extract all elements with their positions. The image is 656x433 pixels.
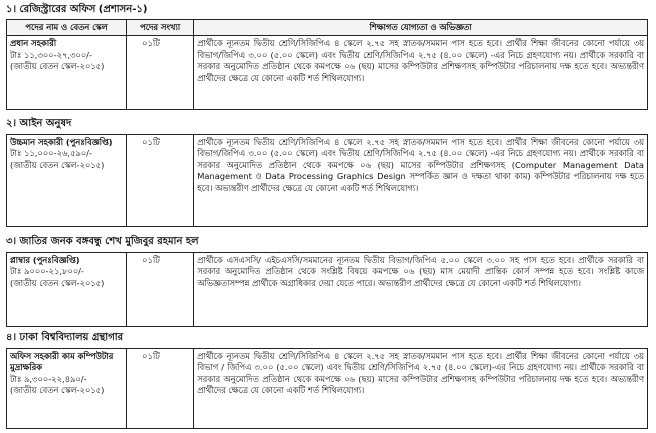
post-name: প্রধান সহকারী [10,38,57,49]
table-header-row [7,20,648,36]
table-row [7,253,648,327]
post-scale: (জাতীয় বেতন স্কেল-২০১৫) [10,61,105,72]
post-scale: (জাতীয় বেতন স্কেল-২০১৫) [10,277,105,288]
count-cell [127,253,194,327]
requirements-cell: প্রার্থীকে এসএসসি/ এইচএসসি/সমমানের ন্যূনতম দ্বিতীয় বিভাগ/জিপিএ ৫.০০ স্কেলে ৩.০০ সহ পাস হতে হবে। প্রার্থীকে সরকারি বা সরকার অনুমোদিত প্রতিষ্ঠান থেকে সংশ্লিষ্ট বিষয়ে কমপক্ষে ০৬ (ছয়) মাস মেয়াদী প্রান্তিক কোর্স সম্পন্ন হতে হবে। সংশ্লিষ্ট কাজে অভিজ্ঞতাসম্পন্ন প্রার্থীকে অগ্রাধিকার দেয়া যেতে পারে। অভ্যন্তরীণ প্রার্থীদের ক্ষেত্রে যে কোনো একটি শর্ত শিথিলযোগ্য। [194,253,648,327]
count-cell [127,349,194,429]
requirements-cell: প্রার্থীকে ন্যূনতম দ্বিতীয় শ্রেণি/সিজিপিএ ৪ স্কেলে ২.৭৫ সহ স্নাতক/সমমান পাস হতে হবে। প্রার্থীর শিক্ষা জীবনের কোনো পর্যায়ে ৩য় বিভাগ / জিপিএ ৩.০০ (৫.০০ স্কেলে) এবং দ্বিতীয় শ্রেণি/সিজিপিএ ২.৭৫ (৪.০০ স্কেলে)-এর নিচে গ্রহণযোগ্য নয়। প্রার্থীকে সরকারি বা সরকার অনুমোদিত প্রতিষ্ঠান থেকে কমপক্ষে ০৬ (ছয়) মাসের কম্পিউটার প্রশিক্ষণসহ কম্পিউটার পরিচালনায় দক্ষ হতে হবে। অভ্যন্তরীণ প্রার্থীদের ক্ষেত্রে যে কোনো একটি শর্ত শিথিলযোগ্য। [194,349,648,429]
header-qualification: শিক্ষাগত যোগ্যতা ও অভিজ্ঞতা [194,20,648,36]
section-title-law-faculty: ২। আইন অনুষদ [6,118,72,129]
count-cell [127,36,194,110]
section-title-bangabandhu-hall: ৩। জাতির জনক বঙ্গবন্ধু শেখ মুজিবুর রহমান হল [6,236,199,247]
count-cell [127,135,194,227]
table-row [7,36,648,110]
requirements-cell: প্রার্থীকে ন্যূনতম দ্বিতীয় শ্রেণি/সিজিপিএ ৪ স্কেলে ২.৭৫ সহ স্নাতক/সমমান পাস হতে হবে। প্রার্থীর শিক্ষা জীবনের কোনো পর্যায়ে ৩য় বিভাগ/জিপিএ ৩.০০ (৫.০০ স্কেলে) এবং দ্বিতীয় শ্রেণি/সিজিপিএ ২.৭৫ (৪.০০ স্কেলে) -এর নিচে গ্রহণযোগ্য নয়। প্রার্থীকে সরকারি বা সরকার অনুমোদিত প্রতিষ্ঠান থেকে কমপক্ষে ০৬ (ছয়) মাসের কম্পিউটার প্রশিক্ষণসহ (Computer Management Data Management ও Data Processing Graphics Design সম্পর্কিত জ্ঞান ও দক্ষতা থাকা কাম) কম্পিউটার পরিচালনায় দক্ষ হতে হবে। অভ্যন্তরীণ প্রার্থীদের ক্ষেত্রে যে কোনো একটি শর্ত শিথিলযোগ্য। [194,135,648,227]
requirements-cell: প্রার্থীকে ন্যূনতম দ্বিতীয় শ্রেণি/সিজিপিএ ৪ স্কেলে ২.৭৫ সহ স্নাতক/সমমান পাস হতে হবে। প্রার্থীর শিক্ষা জীবনের কোনো পর্যায়ে ৩য় বিভাগ/জিপিএ ৩.০০ (৫.০০ স্কেলে) এবং দ্বিতীয় শ্রেণি/সিজিপিএ ২.৭৫ (৪.০০ স্কেলে) -এর নিচে গ্রহণযোগ্য নয়। প্রার্থীকে সরকারি বা সরকার অনুমোদিত প্রতিষ্ঠান থেকে কমপক্ষে ০৬ (ছয়) মাসের কম্পিউটার প্রশিক্ষণসহ কম্পিউটার পরিচালনায় দক্ষ হতে হবে। অভ্যন্তরীণ প্রার্থীদের ক্ষেত্রে যে কোনো একটি শর্ত শিথিলযোগ্য। [194,36,648,110]
post-count: ০১টি [142,351,160,361]
post-name: উচ্চমান সহকারী (পুনঃবিজ্ঞপ্তি) [10,137,113,147]
post-scale: (জাতীয় বেতন স্কেল-২০১৫) [10,385,105,396]
post-count: ০১টি [142,255,160,265]
post-pay: টাঃ ৯০০০-২১,৮০০/- [10,266,84,277]
post-cell [7,253,127,327]
table-registrar [6,19,648,110]
post-cell [7,349,127,429]
post-pay: টাঃ ৯,৩০০-২২,৪৯০/- [10,373,87,384]
table-library [6,348,648,429]
post-cell [7,36,127,110]
table-row [7,135,648,227]
table-row [7,349,648,429]
section-title-registrar: ১। রেজিস্ট্রারের অফিস (প্রশাসন-১) [6,4,148,15]
section-title-library: ৪। ঢাকা বিশ্ববিদ্যালয় গ্রন্থাগার [6,332,124,343]
post-count: ০১টি [142,38,160,49]
post-pay: টাঃ ১১,০০০-২৬,৫৯০/- [10,148,92,159]
table-law-faculty [6,134,648,227]
header-post-count: পদের সংখ্যা [127,20,194,36]
header-post-name: পদের নাম ও বেতন স্কেল [7,20,127,36]
post-cell [7,135,127,227]
post-count: ০১টি [142,137,160,147]
post-name: অফিস সহকারী কাম কম্পিউটার মুদ্রাক্ষরিক [10,351,114,373]
post-pay: টাঃ ১১,৩০০-২৭,৩০০/- [10,49,92,60]
post-name: প্লাম্বার (পুনঃবিজ্ঞপ্তি) [10,255,80,265]
table-bangabandhu-hall [6,252,648,327]
post-scale: (জাতীয় বেতন স্কেল-২০১৫) [10,159,105,170]
